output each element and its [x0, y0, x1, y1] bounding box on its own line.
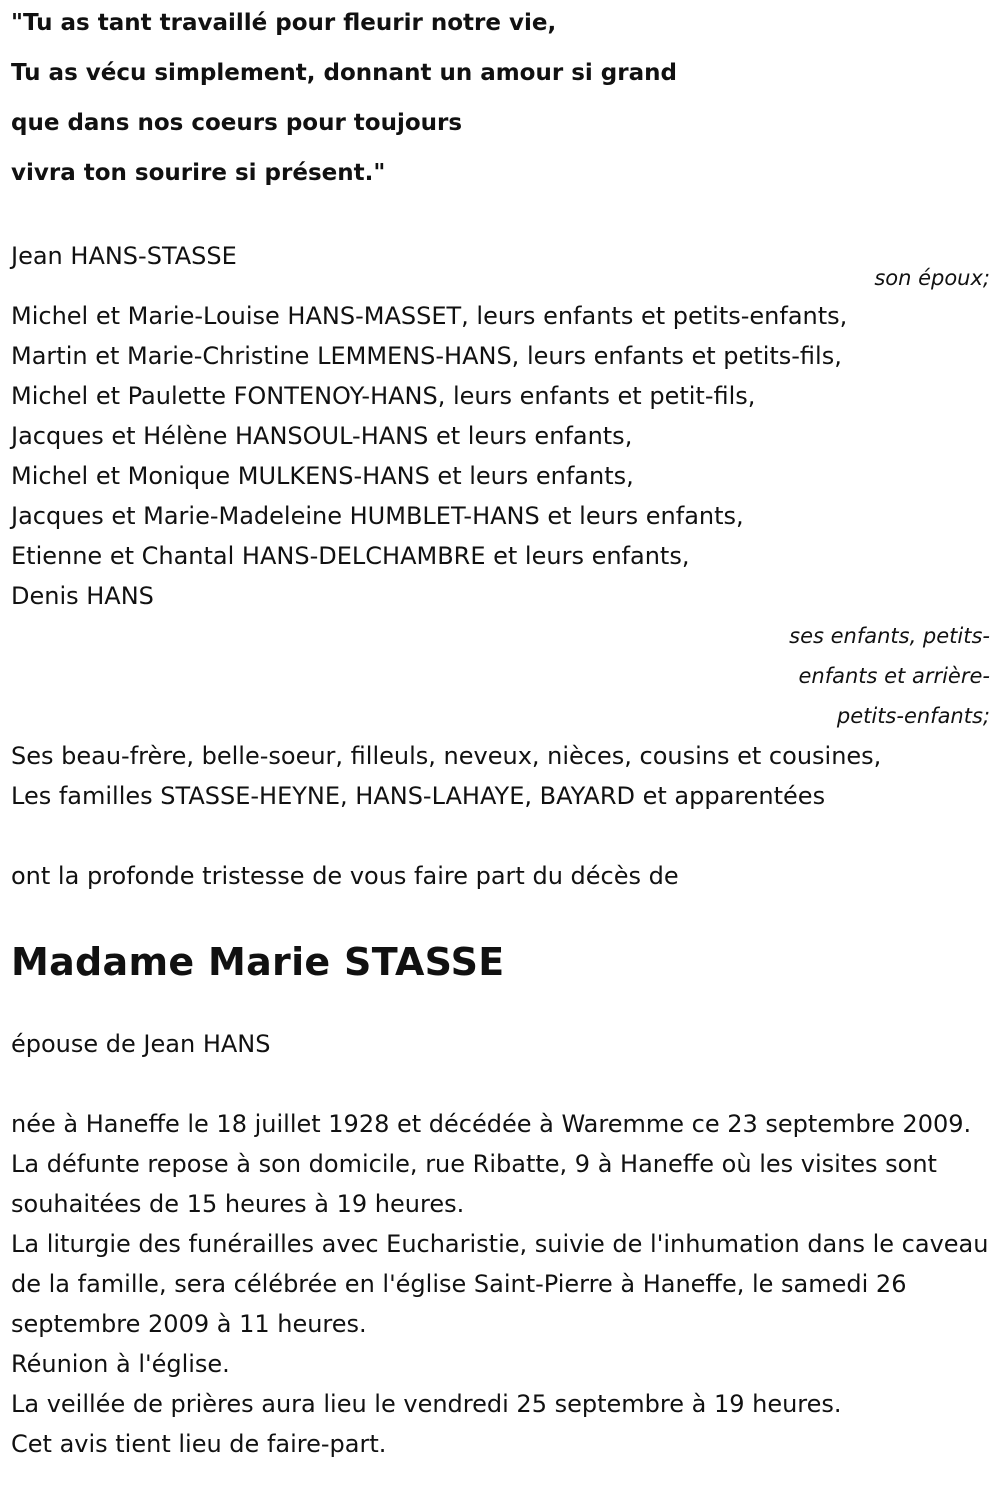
funeral-text: La liturgie des funérailles avec Eucharistie, suivie de l'inhumation dans le caveau de la famille, sera célébrée en l'église Saint-Pierre à Haneffe, le samedi 26 septembre 2009 à 11 heures. [11, 1230, 989, 1338]
meeting-text: Réunion à l'église. [11, 1350, 230, 1378]
notice-text: Cet avis tient lieu de faire-part. [11, 1430, 387, 1458]
children-role [11, 616, 990, 736]
children-role-line: enfants et arrière- [798, 664, 990, 688]
vigil-text: La veillée de prières aura lieu le vendredi 25 septembre à 19 heures. [11, 1390, 842, 1418]
poem-block [11, 0, 990, 198]
poem-line: que dans nos coeurs pour toujours [11, 110, 463, 136]
child-line: Denis HANS [11, 582, 154, 610]
children-role-line: petits-enfants; [836, 704, 990, 728]
child-line: Etienne et Chantal HANS-DELCHAMBRE et leurs enfants, [11, 542, 690, 570]
poem-line: Tu as vécu simplement, donnant un amour si grand [11, 60, 677, 86]
child-line: Michel et Monique MULKENS-HANS et leurs enfants, [11, 462, 634, 490]
spouse-of-text: épouse de Jean HANS [11, 1030, 271, 1058]
child-line: Jacques et Marie-Madeleine HUMBLET-HANS et leurs enfants, [11, 502, 744, 530]
relatives-line: Les familles STASSE-HEYNE, HANS-LAHAYE, BAYARD et apparentées [11, 782, 826, 810]
announcement-text: ont la profonde tristesse de vous faire part du décès de [11, 862, 679, 890]
family-block [11, 236, 990, 896]
spouse-role: son époux; [874, 266, 990, 290]
child-line: Michel et Marie-Louise HANS-MASSET, leurs enfants et petits-enfants, [11, 302, 848, 330]
poem-line: vivra ton sourire si présent." [11, 160, 386, 186]
birth-death-text: née à Haneffe le 18 juillet 1928 et décédée à Waremme ce 23 septembre 2009. [11, 1110, 972, 1138]
child-line: Jacques et Hélène HANSOUL-HANS et leurs enfants, [11, 422, 633, 450]
spouse-name: Jean HANS-STASSE [11, 242, 237, 270]
child-line: Michel et Paulette FONTENOY-HANS, leurs enfants et petit-fils, [11, 382, 756, 410]
children-role-line: ses enfants, petits- [789, 624, 990, 648]
poem-line: "Tu as tant travaillé pour fleurir notre vie, [11, 10, 557, 36]
child-line: Martin et Marie-Christine LEMMENS-HANS, leurs enfants et petits-fils, [11, 342, 842, 370]
deceased-name: Madame Marie STASSE [11, 940, 505, 984]
details-block [11, 1024, 990, 1464]
visitation-text: La défunte repose à son domicile, rue Ribatte, 9 à Haneffe où les visites sont souhaitées de 15 heures à 19 heures. [11, 1150, 937, 1218]
relatives-line: Ses beau-frère, belle-soeur, filleuls, neveux, nièces, cousins et cousines, [11, 742, 882, 770]
